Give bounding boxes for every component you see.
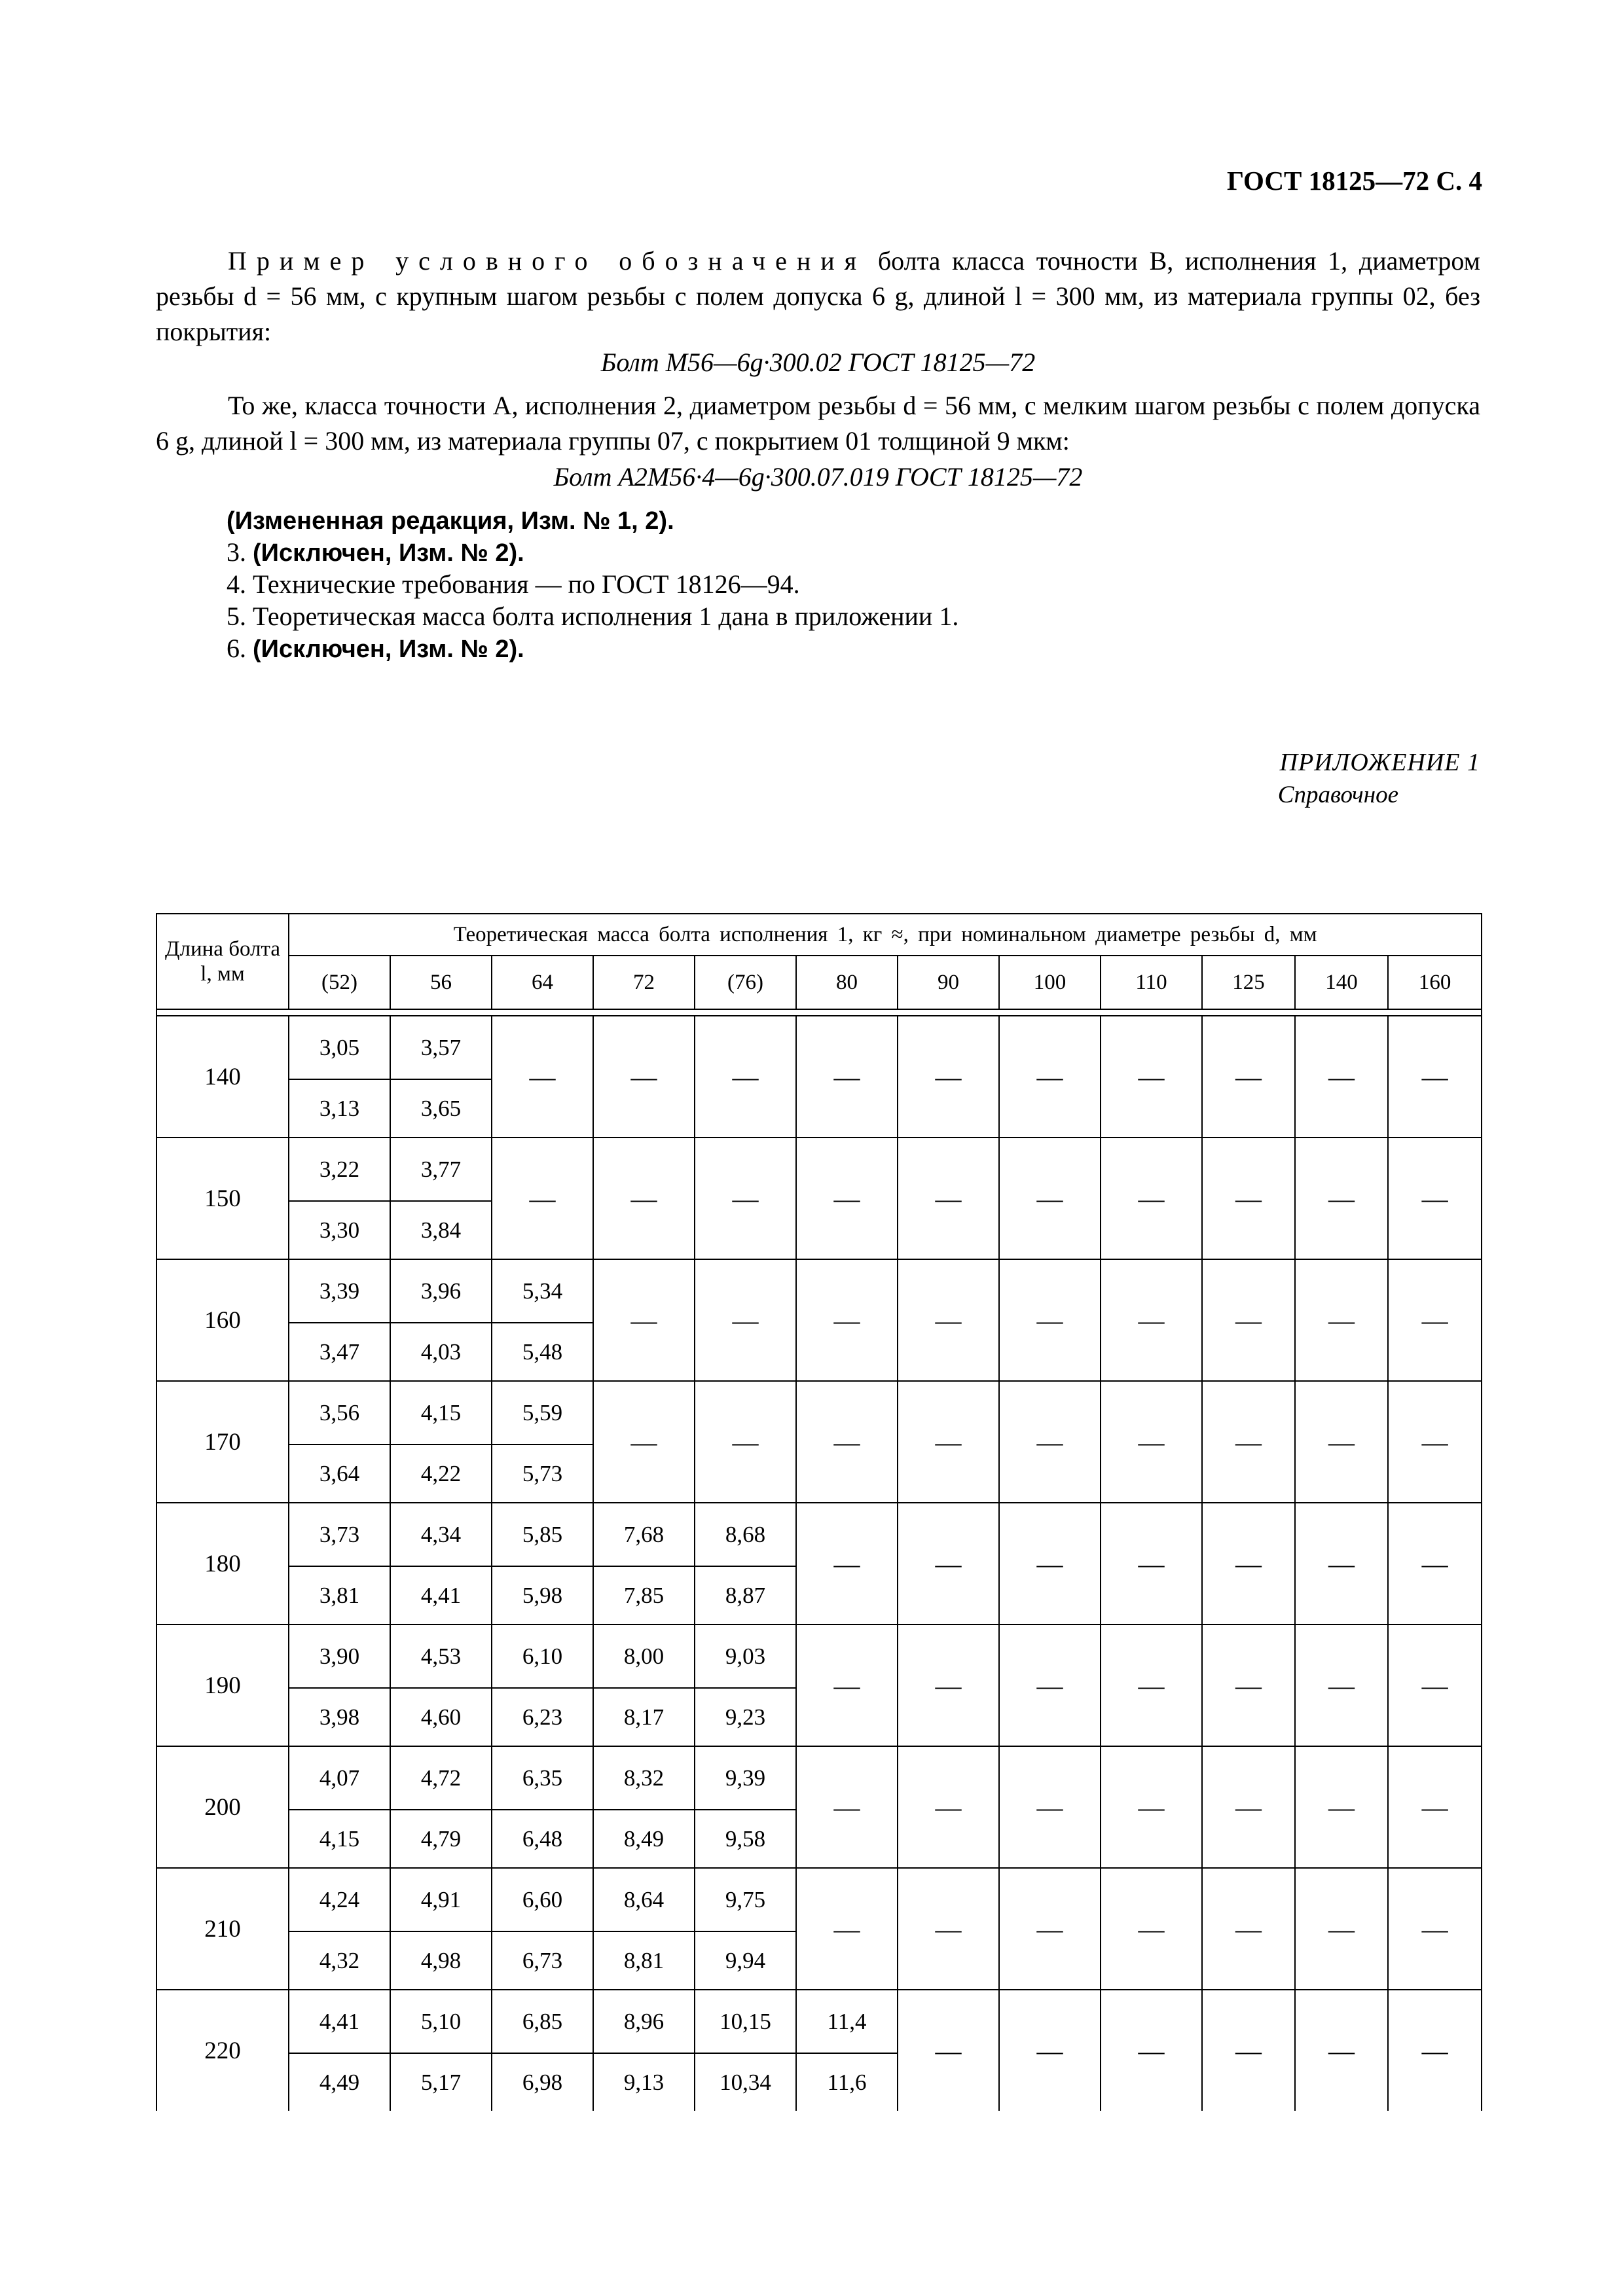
clause-list <box>227 504 958 664</box>
mass-cell: 7,68 <box>593 1503 695 1566</box>
empty-dash-cell: — <box>898 1503 999 1624</box>
header-separator <box>156 1009 1482 1016</box>
mass-cell: 6,48 <box>492 1810 593 1868</box>
table-row <box>156 1746 1482 1810</box>
mass-cell: 8,87 <box>695 1566 796 1624</box>
mass-cell: 4,60 <box>390 1688 492 1746</box>
mass-cell: 3,84 <box>390 1201 492 1259</box>
diameter-header: (76) <box>695 956 796 1009</box>
empty-dash-cell: — <box>1388 1503 1482 1624</box>
empty-dash-cell: — <box>999 1868 1101 1990</box>
empty-dash-cell: — <box>695 1138 796 1259</box>
mass-cell: 3,98 <box>289 1688 390 1746</box>
mass-cell: 3,64 <box>289 1444 390 1503</box>
empty-dash-cell: — <box>1101 1138 1202 1259</box>
mass-cell: 10,34 <box>695 2053 796 2111</box>
mass-cell: 3,05 <box>289 1016 390 1079</box>
mass-cell: 8,49 <box>593 1810 695 1868</box>
empty-dash-cell: — <box>898 1259 999 1381</box>
empty-dash-cell: — <box>796 1259 898 1381</box>
empty-dash-cell: — <box>1202 1259 1295 1381</box>
mass-cell: 6,23 <box>492 1688 593 1746</box>
appendix-title: ПРИЛОЖЕНИЕ 1 <box>1279 749 1480 776</box>
empty-dash-cell: — <box>898 1746 999 1868</box>
empty-dash-cell: — <box>492 1016 593 1138</box>
length-column-header: Длина болта l, мм <box>156 914 289 1009</box>
diameter-header: 140 <box>1295 956 1388 1009</box>
empty-dash-cell: — <box>1101 1868 1202 1990</box>
mass-cell: 4,53 <box>390 1624 492 1688</box>
mass-cell: 4,91 <box>390 1868 492 1931</box>
designation-formula-2: Болт А2М56·4—6g·300.07.019 ГОСТ 18125—72 <box>553 462 1083 492</box>
diameter-header-row <box>156 956 1482 1009</box>
mass-cell: 6,10 <box>492 1624 593 1688</box>
length-group <box>156 1259 1482 1381</box>
mass-cell: 9,58 <box>695 1810 796 1868</box>
empty-dash-cell: — <box>695 1381 796 1503</box>
mass-cell: 5,85 <box>492 1503 593 1566</box>
mass-cell: 4,49 <box>289 2053 390 2111</box>
length-cell: 220 <box>156 1990 289 2111</box>
mass-cell: 6,60 <box>492 1868 593 1931</box>
length-cell: 210 <box>156 1868 289 1990</box>
length-group <box>156 1990 1482 2111</box>
mass-cell: 3,65 <box>390 1079 492 1138</box>
empty-dash-cell: — <box>1295 1016 1388 1138</box>
diameter-header: (52) <box>289 956 390 1009</box>
length-cell: 140 <box>156 1016 289 1138</box>
empty-dash-cell: — <box>999 1503 1101 1624</box>
mass-cell: 3,39 <box>289 1259 390 1323</box>
empty-dash-cell: — <box>1202 1381 1295 1503</box>
mass-cell: 3,96 <box>390 1259 492 1323</box>
mass-cell: 6,85 <box>492 1990 593 2053</box>
clause-3: 3. (Исключен, Изм. № 2). <box>227 537 524 567</box>
empty-dash-cell: — <box>999 1381 1101 1503</box>
mass-cell: 3,30 <box>289 1201 390 1259</box>
diameter-header: 72 <box>593 956 695 1009</box>
length-group <box>156 1868 1482 1990</box>
empty-dash-cell: — <box>999 1990 1101 2111</box>
mass-cell: 3,81 <box>289 1566 390 1624</box>
empty-dash-cell: — <box>898 1624 999 1746</box>
empty-dash-cell: — <box>999 1259 1101 1381</box>
empty-dash-cell: — <box>593 1381 695 1503</box>
empty-dash-cell: — <box>492 1138 593 1259</box>
empty-dash-cell: — <box>1388 1990 1482 2111</box>
length-group <box>156 1503 1482 1624</box>
designation-formula-1: Болт М56—6g·300.02 ГОСТ 18125—72 <box>600 348 1036 377</box>
designation-example-paragraph <box>156 243 1480 350</box>
designation-example-text: болта класса точности В, исполнения 1, диаметром резьбы d = 56 мм, с крупным шагом резьбы с полем допуска 6 g, длиной l = 300 мм, из материала группы 02, без покрытия: <box>156 246 1480 346</box>
empty-dash-cell: — <box>695 1016 796 1138</box>
empty-dash-cell: — <box>1388 1868 1482 1990</box>
table-row <box>156 1990 1482 2053</box>
empty-dash-cell: — <box>1202 1503 1295 1624</box>
length-cell: 160 <box>156 1259 289 1381</box>
empty-dash-cell: — <box>1202 1016 1295 1138</box>
empty-dash-cell: — <box>796 1138 898 1259</box>
empty-dash-cell: — <box>1295 1503 1388 1624</box>
length-cell: 180 <box>156 1503 289 1624</box>
mass-cell: 4,98 <box>390 1931 492 1990</box>
length-group <box>156 1016 1482 1138</box>
empty-dash-cell: — <box>796 1868 898 1990</box>
empty-dash-cell: — <box>593 1016 695 1138</box>
mass-cell: 4,15 <box>390 1381 492 1444</box>
empty-dash-cell: — <box>593 1138 695 1259</box>
bolt-mass-table <box>156 913 1482 2111</box>
empty-dash-cell: — <box>1295 1746 1388 1868</box>
empty-dash-cell: — <box>898 1990 999 2111</box>
empty-dash-cell: — <box>1388 1624 1482 1746</box>
empty-dash-cell: — <box>1295 1138 1388 1259</box>
table-row <box>156 1016 1482 1079</box>
diameter-header: 160 <box>1388 956 1482 1009</box>
diameter-header: 56 <box>390 956 492 1009</box>
empty-dash-cell: — <box>1101 1746 1202 1868</box>
mass-cell: 4,41 <box>289 1990 390 2053</box>
length-group <box>156 1138 1482 1259</box>
length-cell: 150 <box>156 1138 289 1259</box>
empty-dash-cell: — <box>1202 1624 1295 1746</box>
empty-dash-cell: — <box>1295 1624 1388 1746</box>
mass-cell: 9,94 <box>695 1931 796 1990</box>
empty-dash-cell: — <box>1101 1016 1202 1138</box>
mass-cell: 6,73 <box>492 1931 593 1990</box>
mass-cell: 4,15 <box>289 1810 390 1868</box>
mass-cell: 4,72 <box>390 1746 492 1810</box>
empty-dash-cell: — <box>1101 1503 1202 1624</box>
empty-dash-cell: — <box>1202 1990 1295 2111</box>
mass-cell: 3,47 <box>289 1323 390 1381</box>
empty-dash-cell: — <box>999 1746 1101 1868</box>
appendix-subtitle: Справочное <box>1277 781 1398 808</box>
table-row <box>156 1868 1482 1931</box>
empty-dash-cell: — <box>1388 1016 1482 1138</box>
empty-dash-cell: — <box>1388 1259 1482 1381</box>
empty-dash-cell: — <box>1202 1138 1295 1259</box>
length-group <box>156 1746 1482 1868</box>
empty-dash-cell: — <box>1388 1746 1482 1868</box>
mass-cell: 9,75 <box>695 1868 796 1931</box>
table-row <box>156 1503 1482 1566</box>
diameter-header: 64 <box>492 956 593 1009</box>
mass-cell: 4,22 <box>390 1444 492 1503</box>
diameter-header: 125 <box>1202 956 1295 1009</box>
mass-cell: 11,4 <box>796 1990 898 2053</box>
mass-cell: 6,35 <box>492 1746 593 1810</box>
mass-cell: 5,59 <box>492 1381 593 1444</box>
empty-dash-cell: — <box>898 1016 999 1138</box>
mass-cell: 11,6 <box>796 2053 898 2111</box>
mass-cell: 8,00 <box>593 1624 695 1688</box>
mass-cell: 3,13 <box>289 1079 390 1138</box>
empty-dash-cell: — <box>796 1016 898 1138</box>
empty-dash-cell: — <box>1388 1381 1482 1503</box>
mass-cell: 8,81 <box>593 1931 695 1990</box>
mass-column-header: Теоретическая масса болта исполнения 1, кг ≈, при номинальном диаметре резьбы d, мм <box>289 914 1482 956</box>
empty-dash-cell: — <box>898 1138 999 1259</box>
empty-dash-cell: — <box>1295 1868 1388 1990</box>
table-row <box>156 1259 1482 1323</box>
empty-dash-cell: — <box>1202 1746 1295 1868</box>
diameter-header: 80 <box>796 956 898 1009</box>
empty-dash-cell: — <box>1101 1259 1202 1381</box>
mass-cell: 3,22 <box>289 1138 390 1201</box>
empty-dash-cell: — <box>1202 1868 1295 1990</box>
designation-variant-paragraph: То же, класса точности А, исполнения 2, диаметром резьбы d = 56 мм, с мелким шагом резьбы с полем допуска 6 g, длиной l = 300 мм, из материала группы 07, с покрытием 01 толщиной 9 мкм: <box>156 391 1480 456</box>
empty-dash-cell: — <box>999 1624 1101 1746</box>
empty-dash-cell: — <box>1295 1381 1388 1503</box>
mass-cell: 5,10 <box>390 1990 492 2053</box>
diameter-header: 90 <box>898 956 999 1009</box>
mass-cell: 3,73 <box>289 1503 390 1566</box>
mass-cell: 4,03 <box>390 1323 492 1381</box>
mass-cell: 9,13 <box>593 2053 695 2111</box>
empty-dash-cell: — <box>999 1138 1101 1259</box>
mass-cell: 9,39 <box>695 1746 796 1810</box>
mass-cell: 5,73 <box>492 1444 593 1503</box>
mass-cell: 4,41 <box>390 1566 492 1624</box>
clause-4: 4. Технические требования — по ГОСТ 18126—94. <box>227 569 800 599</box>
mass-cell: 4,32 <box>289 1931 390 1990</box>
empty-dash-cell: — <box>1101 1990 1202 2111</box>
diameter-header: 100 <box>999 956 1101 1009</box>
mass-cell: 3,90 <box>289 1624 390 1688</box>
mass-cell: 8,68 <box>695 1503 796 1566</box>
length-cell: 170 <box>156 1381 289 1503</box>
length-group <box>156 1624 1482 1746</box>
mass-cell: 4,79 <box>390 1810 492 1868</box>
designation-example-lead: Пример условного обозначения <box>228 246 867 276</box>
table-row <box>156 1624 1482 1688</box>
mass-cell: 8,64 <box>593 1868 695 1931</box>
table-row <box>156 1381 1482 1444</box>
empty-dash-cell: — <box>898 1381 999 1503</box>
empty-dash-cell: — <box>898 1868 999 1990</box>
mass-cell: 3,56 <box>289 1381 390 1444</box>
mass-cell: 4,24 <box>289 1868 390 1931</box>
mass-cell: 4,34 <box>390 1503 492 1566</box>
mass-cell: 8,96 <box>593 1990 695 2053</box>
empty-dash-cell: — <box>999 1016 1101 1138</box>
clause-amended-note: (Измененная редакция, Изм. № 1, 2). <box>227 507 674 535</box>
empty-dash-cell: — <box>1388 1138 1482 1259</box>
empty-dash-cell: — <box>796 1746 898 1868</box>
mass-cell: 10,15 <box>695 1990 796 2053</box>
mass-cell: 9,03 <box>695 1624 796 1688</box>
mass-cell: 9,23 <box>695 1688 796 1746</box>
mass-cell: 5,48 <box>492 1323 593 1381</box>
mass-cell: 4,07 <box>289 1746 390 1810</box>
mass-cell: 7,85 <box>593 1566 695 1624</box>
clause-6: 6. (Исключен, Изм. № 2). <box>227 634 524 663</box>
empty-dash-cell: — <box>1101 1381 1202 1503</box>
mass-cell: 5,98 <box>492 1566 593 1624</box>
empty-dash-cell: — <box>796 1624 898 1746</box>
length-cell: 190 <box>156 1624 289 1746</box>
mass-cell: 3,77 <box>390 1138 492 1201</box>
clause-5: 5. Теоретическая масса болта исполнения 1 дана в приложении 1. <box>227 601 959 631</box>
mass-cell: 8,17 <box>593 1688 695 1746</box>
mass-cell: 6,98 <box>492 2053 593 2111</box>
empty-dash-cell: — <box>695 1259 796 1381</box>
length-cell: 200 <box>156 1746 289 1868</box>
empty-dash-cell: — <box>1295 1990 1388 2111</box>
mass-cell: 5,34 <box>492 1259 593 1323</box>
mass-cell: 8,32 <box>593 1746 695 1810</box>
empty-dash-cell: — <box>593 1259 695 1381</box>
table-row <box>156 1138 1482 1201</box>
mass-cell: 3,57 <box>390 1016 492 1079</box>
diameter-header: 110 <box>1101 956 1202 1009</box>
empty-dash-cell: — <box>796 1503 898 1624</box>
empty-dash-cell: — <box>1295 1259 1388 1381</box>
mass-cell: 5,17 <box>390 2053 492 2111</box>
empty-dash-cell: — <box>1101 1624 1202 1746</box>
length-group <box>156 1381 1482 1503</box>
page-header: ГОСТ 18125—72 С. 4 <box>1226 166 1482 196</box>
empty-dash-cell: — <box>796 1381 898 1503</box>
